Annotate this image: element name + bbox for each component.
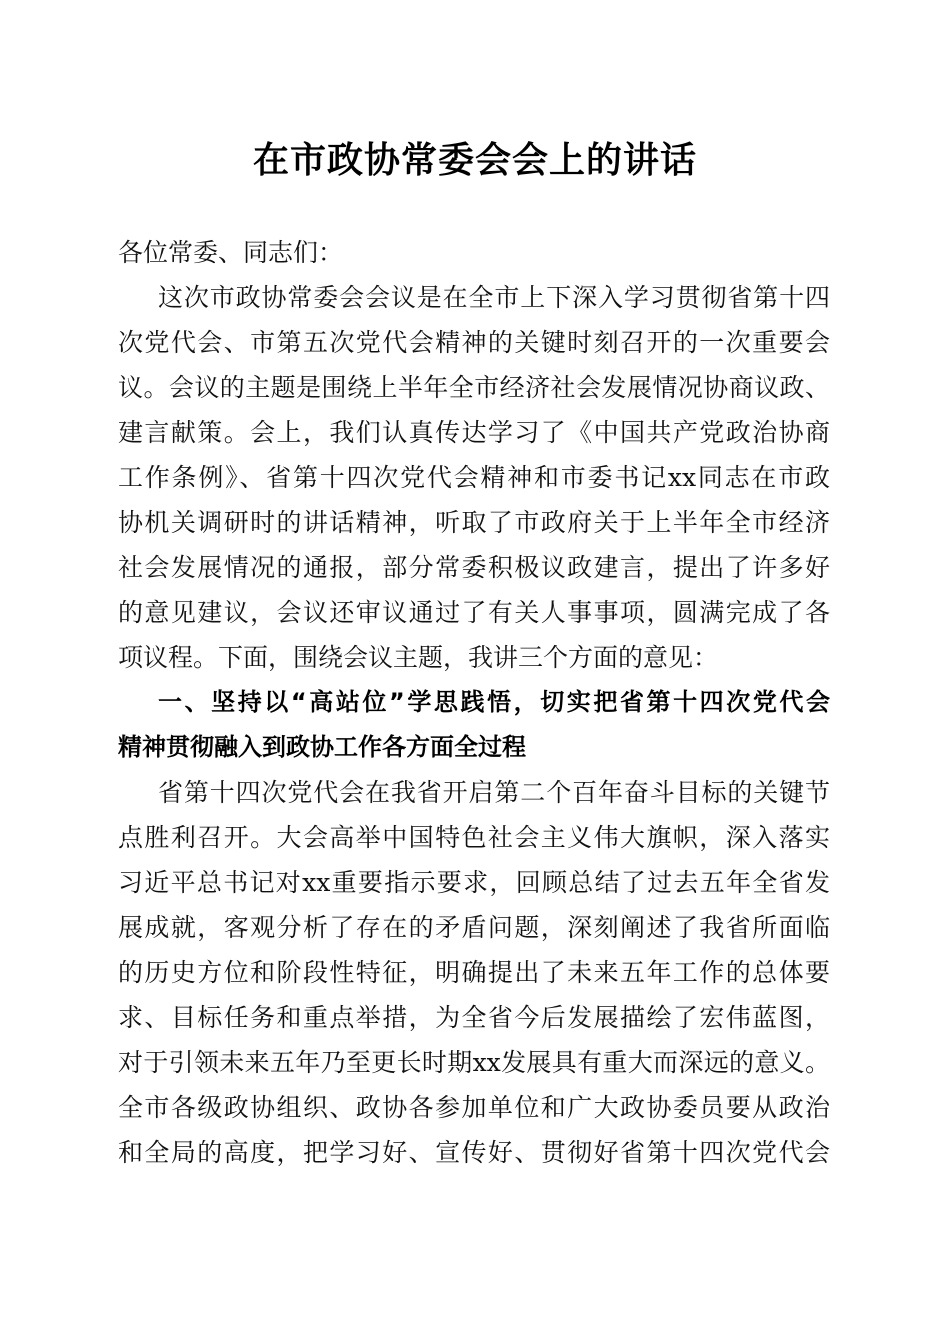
paragraph2-line: 点胜利召开。大会高举中国特色社会主义伟大旗帜，深入落实	[118, 823, 830, 852]
paragraph1-line: 这次市政协常委会会议是在全市上下深入学习贯彻省第十四	[158, 283, 830, 312]
paragraph2-line: 对于引领未来五年乃至更长时期xx发展具有重大而深远的意义。	[118, 1048, 830, 1077]
paragraph2-line: 省第十四次党代会在我省开启第二个百年奋斗目标的关键节	[158, 778, 830, 807]
paragraph1-line: 工作条例》、省第十四次党代会精神和市委书记xx同志在市政	[118, 463, 830, 492]
paragraph2-line: 的历史方位和阶段性特征，明确提出了未来五年工作的总体要	[118, 958, 830, 987]
speech-body	[118, 230, 830, 1175]
paragraph2-line: 求、目标任务和重点举措，为全省今后发展描绘了宏伟蓝图，	[118, 1003, 830, 1032]
paragraph1-line: 协机关调研时的讲话精神，听取了市政府关于上半年全市经济	[118, 508, 830, 537]
paragraph1-line: 项议程。下面，围绕会议主题，我讲三个方面的意见：	[118, 643, 719, 672]
paragraph1-line: 议。会议的主题是围绕上半年全市经济社会发展情况协商议政、	[118, 373, 830, 402]
paragraph2-line: 习近平总书记对xx重要指示要求，回顾总结了过去五年全省发	[118, 868, 830, 897]
paragraph2-line: 展成就，客观分析了存在的矛盾问题，深刻阐述了我省所面临	[118, 913, 830, 942]
paragraph2-line: 全市各级政协组织、政协各参加单位和广大政协委员要从政治	[118, 1093, 830, 1122]
paragraph1-line: 的意见建议，会议还审议通过了有关人事事项，圆满完成了各	[118, 598, 830, 627]
section-heading-line: 一、坚持以“高站位”学思践悟，切实把省第十四次党代会	[158, 688, 830, 716]
paragraph1-line: 社会发展情况的通报，部分常委积极议政建言，提出了许多好	[118, 553, 830, 582]
paragraph1-line: 次党代会、市第五次党代会精神的关键时刻召开的一次重要会	[118, 328, 830, 357]
paragraph2-line: 和全局的高度，把学习好、宣传好、贯彻好省第十四次党代会	[118, 1138, 830, 1167]
page-title: 在市政协常委会会上的讲话	[252, 139, 697, 181]
section-heading-line: 精神贯彻融入到政协工作各方面全过程	[118, 733, 526, 761]
paragraph1-line: 建言献策。会上，我们认真传达学习了《中国共产党政治协商	[118, 418, 830, 447]
salutation: 各位常委、同志们：	[118, 238, 344, 267]
